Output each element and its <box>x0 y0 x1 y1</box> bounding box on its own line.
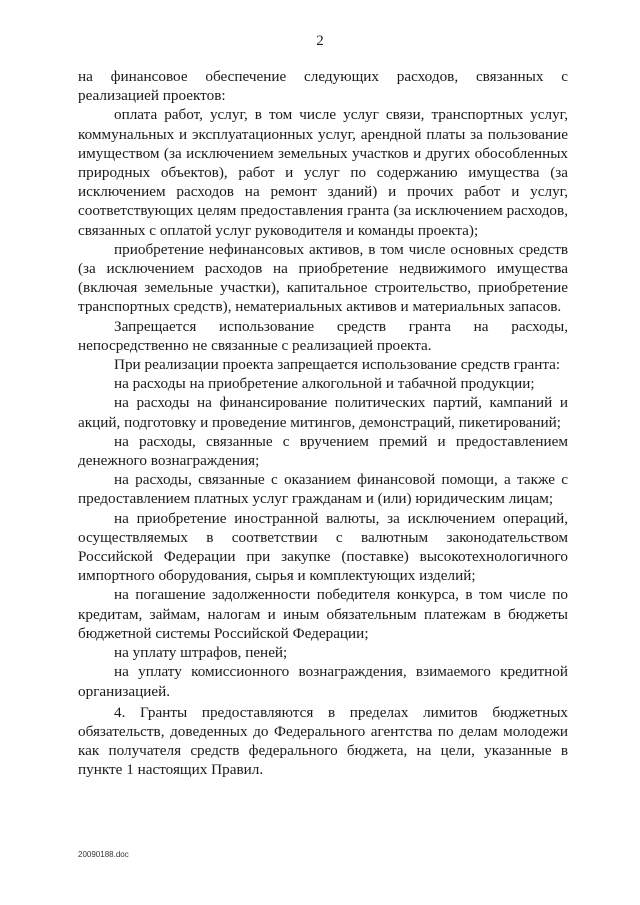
list-item-foreign-currency: на приобретение иностранной валюты, за исключением операций, осуществляемых в соответствии с валютным законодательством Российской Федерации при закупке (поставке) высокотехнологичного импортного оборудования, сырья и комплектующих изделий; <box>78 509 568 585</box>
list-item-alcohol-tobacco: на расходы на приобретение алкогольной и табачной продукции; <box>114 375 535 393</box>
footer-filename: 20090188.doc <box>78 850 129 859</box>
paragraph-prohibition-intro: При реализации проекта запрещается использование средств гранта: <box>114 356 561 374</box>
list-item-political: на расходы на финансирование политических партий, кампаний и акций, подготовку и проведение митингов, демонстраций, пикетирований; <box>78 394 568 431</box>
paragraph-intro: на финансовое обеспечение следующих расходов, связанных с реализацией проектов: <box>78 68 568 105</box>
paragraph-nonfinancial-assets: приобретение нефинансовых активов, в том числе основных средств (за исключением расходов на приобретение недвижимого имущества (включая земельные участки), капитальное строительство, приобретение транспортных средств), нематериальных активов и материальных запасов. <box>78 240 568 316</box>
paragraph-prohibition-unrelated: Запрещается использование средств гранта на расходы, непосредственно не связанные с реализацией проекта. <box>78 317 568 354</box>
list-item-fines: на уплату штрафов, пеней; <box>114 644 288 662</box>
list-item-debt-repayment: на погашение задолженности победителя конкурса, в том числе по кредитам, займам, налогам и иным обязательным платежам в бюджеты бюджетной системы Российской Федерации; <box>78 586 568 642</box>
list-item-financial-aid: на расходы, связанные с оказанием финансовой помощи, а также с предоставлением платных услуг гражданам и (или) юридическим лицам; <box>78 471 568 508</box>
document-body <box>78 67 568 780</box>
list-item-awards: на расходы, связанные с вручением премий и предоставлением денежного вознаграждения; <box>78 432 568 470</box>
list-item-commission: на уплату комиссионного вознаграждения, взимаемого кредитной организацией. <box>78 663 568 700</box>
paragraph-clause-4: 4. Гранты предоставляются в пределах лимитов бюджетных обязательств, доведенных до Федерального агентства по делам молодежи как получателя средств федерального бюджета, на цели, указанные в пункте 1 настоящих Правил. <box>78 703 568 779</box>
paragraph-services-payment: оплата работ, услуг, в том числе услуг связи, транспортных услуг, коммунальных и эксплуатационных услуг, арендной платы за пользование имуществом (за исключением земельных участков и других обособленных природных объектов), работ и услуг по содержанию имущества (за исключением расходов на ремонт зданий) и прочих работ и услуг, соответствующих целям предоставления гранта (за исключением расходов, связанных с оплатой услуг руководителя и команды проекта); <box>78 106 568 239</box>
page-number: 2 <box>316 33 324 49</box>
